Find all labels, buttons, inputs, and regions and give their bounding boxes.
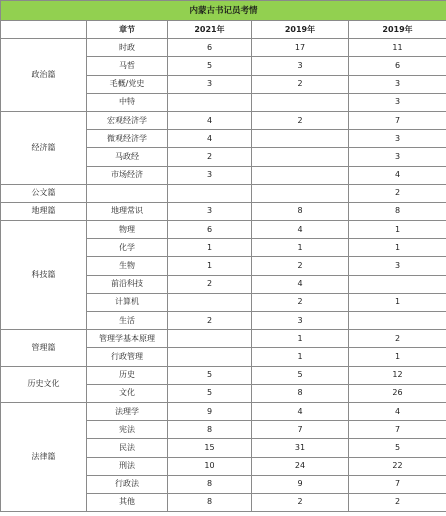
chapter-cell: 宏观经济学 xyxy=(87,111,168,129)
value-2019-a-cell: 4 xyxy=(252,402,349,420)
value-2019-b-cell: 1 xyxy=(349,348,446,366)
chapter-cell: 行政法 xyxy=(87,475,168,493)
value-2019-b-cell: 7 xyxy=(349,475,446,493)
chapter-cell xyxy=(87,184,168,202)
value-2019-b-cell: 4 xyxy=(349,166,446,184)
category-cell: 管理篇 xyxy=(1,330,87,366)
value-2019-a-cell: 3 xyxy=(252,57,349,75)
header-chapter: 章节 xyxy=(87,21,168,39)
value-2021-cell: 4 xyxy=(168,111,252,129)
value-2019-a-cell: 2 xyxy=(252,293,349,311)
table-row xyxy=(1,184,446,202)
category-cell: 政治篇 xyxy=(1,39,87,112)
value-2019-b-cell: 26 xyxy=(349,384,446,402)
value-2021-cell: 9 xyxy=(168,402,252,420)
header-category xyxy=(1,21,87,39)
value-2019-a-cell: 2 xyxy=(252,75,349,93)
category-cell: 法律篇 xyxy=(1,402,87,511)
value-2019-b-cell: 6 xyxy=(349,57,446,75)
value-2021-cell: 3 xyxy=(168,202,252,220)
table-row xyxy=(1,111,446,129)
value-2019-a-cell: 17 xyxy=(252,39,349,57)
value-2019-a-cell: 1 xyxy=(252,330,349,348)
chapter-cell: 其他 xyxy=(87,493,168,511)
value-2021-cell: 4 xyxy=(168,130,252,148)
value-2019-b-cell: 1 xyxy=(349,293,446,311)
value-2021-cell xyxy=(168,330,252,348)
value-2019-b-cell: 5 xyxy=(349,439,446,457)
value-2021-cell xyxy=(168,348,252,366)
value-2021-cell: 5 xyxy=(168,366,252,384)
title-row xyxy=(1,1,446,21)
value-2021-cell: 5 xyxy=(168,57,252,75)
chapter-cell: 行政管理 xyxy=(87,348,168,366)
chapter-cell: 化学 xyxy=(87,239,168,257)
header-2019-b: 2019年 xyxy=(349,21,446,39)
table-body xyxy=(1,39,446,512)
chapter-cell: 马哲 xyxy=(87,57,168,75)
value-2021-cell: 1 xyxy=(168,239,252,257)
chapter-cell: 计算机 xyxy=(87,293,168,311)
header-2019-a: 2019年 xyxy=(252,21,349,39)
value-2019-a-cell: 2 xyxy=(252,257,349,275)
value-2019-a-cell: 5 xyxy=(252,366,349,384)
chapter-cell: 马政经 xyxy=(87,148,168,166)
chapter-cell: 市场经济 xyxy=(87,166,168,184)
value-2019-b-cell: 11 xyxy=(349,39,446,57)
value-2019-a-cell: 9 xyxy=(252,475,349,493)
value-2021-cell xyxy=(168,293,252,311)
category-cell: 公文篇 xyxy=(1,184,87,202)
value-2019-a-cell: 8 xyxy=(252,202,349,220)
category-cell: 科技篇 xyxy=(1,221,87,330)
value-2019-a-cell: 1 xyxy=(252,239,349,257)
value-2019-a-cell: 1 xyxy=(252,348,349,366)
value-2019-b-cell: 8 xyxy=(349,202,446,220)
value-2021-cell: 2 xyxy=(168,275,252,293)
chapter-cell: 时政 xyxy=(87,39,168,57)
value-2019-a-cell xyxy=(252,148,349,166)
value-2019-b-cell xyxy=(349,275,446,293)
value-2021-cell: 8 xyxy=(168,421,252,439)
chapter-cell: 管理学基本原理 xyxy=(87,330,168,348)
chapter-cell: 法理学 xyxy=(87,402,168,420)
table-row xyxy=(1,330,446,348)
table-title: 内蒙古书记员考情 xyxy=(1,1,446,21)
value-2021-cell: 6 xyxy=(168,221,252,239)
chapter-cell: 微观经济学 xyxy=(87,130,168,148)
value-2019-b-cell: 7 xyxy=(349,421,446,439)
table-row xyxy=(1,202,446,220)
value-2019-b-cell: 3 xyxy=(349,130,446,148)
value-2019-b-cell: 4 xyxy=(349,402,446,420)
value-2021-cell: 15 xyxy=(168,439,252,457)
value-2021-cell: 6 xyxy=(168,39,252,57)
chapter-cell: 中特 xyxy=(87,93,168,111)
value-2019-a-cell: 4 xyxy=(252,275,349,293)
value-2019-a-cell xyxy=(252,166,349,184)
value-2021-cell: 8 xyxy=(168,475,252,493)
value-2019-b-cell: 7 xyxy=(349,111,446,129)
value-2019-a-cell: 31 xyxy=(252,439,349,457)
value-2019-a-cell: 7 xyxy=(252,421,349,439)
chapter-cell: 宪法 xyxy=(87,421,168,439)
chapter-cell: 文化 xyxy=(87,384,168,402)
value-2021-cell: 10 xyxy=(168,457,252,475)
value-2021-cell: 1 xyxy=(168,257,252,275)
chapter-cell: 地理常识 xyxy=(87,202,168,220)
value-2021-cell: 3 xyxy=(168,166,252,184)
value-2021-cell xyxy=(168,184,252,202)
value-2019-b-cell: 22 xyxy=(349,457,446,475)
value-2019-a-cell: 2 xyxy=(252,493,349,511)
table-row xyxy=(1,366,446,384)
value-2021-cell: 3 xyxy=(168,75,252,93)
chapter-cell: 毛概/党史 xyxy=(87,75,168,93)
value-2019-b-cell xyxy=(349,312,446,330)
header-2021: 2021年 xyxy=(168,21,252,39)
chapter-cell: 生物 xyxy=(87,257,168,275)
value-2019-a-cell: 4 xyxy=(252,221,349,239)
value-2019-b-cell: 2 xyxy=(349,184,446,202)
value-2021-cell xyxy=(168,93,252,111)
chapter-cell: 民法 xyxy=(87,439,168,457)
chapter-cell: 生活 xyxy=(87,312,168,330)
value-2019-b-cell: 2 xyxy=(349,330,446,348)
table-row xyxy=(1,39,446,57)
chapter-cell: 前沿科技 xyxy=(87,275,168,293)
table-row xyxy=(1,221,446,239)
value-2021-cell: 5 xyxy=(168,384,252,402)
value-2019-b-cell: 2 xyxy=(349,493,446,511)
header-row xyxy=(1,21,446,39)
chapter-cell: 历史 xyxy=(87,366,168,384)
value-2019-b-cell: 3 xyxy=(349,148,446,166)
category-cell: 历史文化 xyxy=(1,366,87,402)
value-2019-a-cell: 3 xyxy=(252,312,349,330)
value-2021-cell: 2 xyxy=(168,148,252,166)
value-2019-a-cell xyxy=(252,184,349,202)
chapter-cell: 刑法 xyxy=(87,457,168,475)
table-row xyxy=(1,402,446,420)
value-2019-a-cell: 8 xyxy=(252,384,349,402)
value-2021-cell: 2 xyxy=(168,312,252,330)
value-2019-b-cell: 12 xyxy=(349,366,446,384)
category-cell: 地理篇 xyxy=(1,202,87,220)
value-2019-a-cell: 2 xyxy=(252,111,349,129)
value-2019-b-cell: 3 xyxy=(349,257,446,275)
value-2019-b-cell: 3 xyxy=(349,75,446,93)
category-cell: 经济篇 xyxy=(1,111,87,184)
value-2019-b-cell: 1 xyxy=(349,239,446,257)
value-2019-b-cell: 1 xyxy=(349,221,446,239)
chapter-cell: 物理 xyxy=(87,221,168,239)
value-2019-a-cell xyxy=(252,130,349,148)
value-2019-b-cell: 3 xyxy=(349,93,446,111)
value-2021-cell: 8 xyxy=(168,493,252,511)
value-2019-a-cell xyxy=(252,93,349,111)
value-2019-a-cell: 24 xyxy=(252,457,349,475)
